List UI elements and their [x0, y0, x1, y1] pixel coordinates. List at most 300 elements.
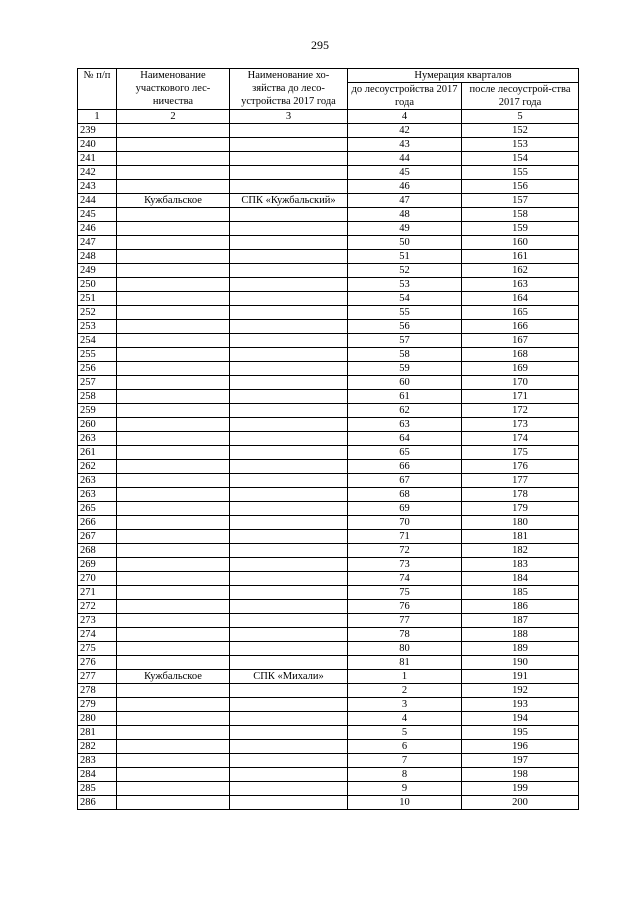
quarter-before-cell: 54: [348, 292, 462, 306]
table-row: [78, 740, 579, 754]
quarter-before-cell: 75: [348, 586, 462, 600]
forestry-cell: [117, 460, 230, 474]
quarter-before-cell: 1: [348, 670, 462, 684]
quarter-after-cell: 199: [462, 782, 579, 796]
forestry-cell: [117, 516, 230, 530]
quarter-after-cell: 165: [462, 306, 579, 320]
forestry-cell: [117, 684, 230, 698]
farm-cell: [230, 628, 348, 642]
quarter-before-cell: 59: [348, 362, 462, 376]
table-row: [78, 306, 579, 320]
farm-cell: [230, 390, 348, 404]
table-row: [78, 474, 579, 488]
forestry-cell: [117, 222, 230, 236]
quarter-after-cell: 195: [462, 726, 579, 740]
quarter-after-cell: 185: [462, 586, 579, 600]
forestry-cell: Кужбальское: [117, 670, 230, 684]
forestry-cell: [117, 712, 230, 726]
header-after: после лесоустрой-ства 2017 года: [462, 83, 579, 110]
forestry-cell: [117, 572, 230, 586]
quarter-after-cell: 175: [462, 446, 579, 460]
quarter-after-cell: 156: [462, 180, 579, 194]
quarter-after-cell: 196: [462, 740, 579, 754]
quarter-before-cell: 5: [348, 726, 462, 740]
quarter-after-cell: 186: [462, 600, 579, 614]
forestry-cell: [117, 418, 230, 432]
farm-cell: СПК «Кужбальский»: [230, 194, 348, 208]
forestry-cell: [117, 320, 230, 334]
quarter-before-cell: 51: [348, 250, 462, 264]
farm-cell: [230, 124, 348, 138]
row-number-cell: 254: [78, 334, 117, 348]
farm-cell: [230, 544, 348, 558]
forestry-cell: [117, 600, 230, 614]
quarter-after-cell: 200: [462, 796, 579, 810]
quarter-before-cell: 69: [348, 502, 462, 516]
row-number-cell: 251: [78, 292, 117, 306]
quarter-after-cell: 184: [462, 572, 579, 586]
column-number: 3: [230, 110, 348, 124]
column-numbers-row: [78, 110, 579, 124]
column-number: 4: [348, 110, 462, 124]
forestry-cell: [117, 726, 230, 740]
farm-cell: [230, 292, 348, 306]
table-row: [78, 446, 579, 460]
quarter-after-cell: 193: [462, 698, 579, 712]
quarter-before-cell: 78: [348, 628, 462, 642]
row-number-cell: 260: [78, 418, 117, 432]
column-number: 5: [462, 110, 579, 124]
forestry-cell: [117, 152, 230, 166]
forestry-cell: [117, 642, 230, 656]
quarter-before-cell: 45: [348, 166, 462, 180]
quarter-after-cell: 178: [462, 488, 579, 502]
forestry-cell: [117, 404, 230, 418]
forestry-cell: [117, 768, 230, 782]
forestry-cell: [117, 474, 230, 488]
farm-cell: [230, 348, 348, 362]
row-number-cell: 277: [78, 670, 117, 684]
table-row: [78, 558, 579, 572]
header-forestry: Наименование участкового лес-ничества: [117, 69, 230, 110]
quarter-after-cell: 197: [462, 754, 579, 768]
farm-cell: [230, 376, 348, 390]
row-number-cell: 263: [78, 432, 117, 446]
table-row: [78, 796, 579, 810]
table-row: [78, 138, 579, 152]
quarter-after-cell: 154: [462, 152, 579, 166]
row-number-cell: 262: [78, 460, 117, 474]
row-number-cell: 282: [78, 740, 117, 754]
row-number-cell: 263: [78, 474, 117, 488]
quarter-before-cell: 46: [348, 180, 462, 194]
row-number-cell: 259: [78, 404, 117, 418]
table-row: [78, 600, 579, 614]
farm-cell: [230, 740, 348, 754]
quarter-after-cell: 162: [462, 264, 579, 278]
farm-cell: [230, 488, 348, 502]
row-number-cell: 261: [78, 446, 117, 460]
quarter-after-cell: 155: [462, 166, 579, 180]
forestry-cell: [117, 334, 230, 348]
table-row: [78, 544, 579, 558]
table-row: [78, 124, 579, 138]
forestry-cell: [117, 782, 230, 796]
forestry-cell: [117, 250, 230, 264]
forestry-cell: [117, 558, 230, 572]
row-number-cell: 244: [78, 194, 117, 208]
quarter-after-cell: 163: [462, 278, 579, 292]
row-number-cell: 284: [78, 768, 117, 782]
table-row: [78, 656, 579, 670]
forestry-cell: [117, 628, 230, 642]
row-number-cell: 285: [78, 782, 117, 796]
quarter-after-cell: 182: [462, 544, 579, 558]
row-number-cell: 266: [78, 516, 117, 530]
table-body: [78, 124, 579, 810]
table-row: [78, 572, 579, 586]
quarter-after-cell: 159: [462, 222, 579, 236]
table-row: [78, 726, 579, 740]
table-row: [78, 530, 579, 544]
quarter-after-cell: 153: [462, 138, 579, 152]
forestry-cell: [117, 292, 230, 306]
farm-cell: [230, 796, 348, 810]
quarter-before-cell: 53: [348, 278, 462, 292]
quarter-before-cell: 74: [348, 572, 462, 586]
table-row: [78, 334, 579, 348]
row-number-cell: 246: [78, 222, 117, 236]
row-number-cell: 243: [78, 180, 117, 194]
table-row: [78, 376, 579, 390]
table-row: [78, 712, 579, 726]
quarter-before-cell: 64: [348, 432, 462, 446]
quarter-after-cell: 180: [462, 516, 579, 530]
forestry-cell: [117, 530, 230, 544]
row-number-cell: 263: [78, 488, 117, 502]
quarter-after-cell: 192: [462, 684, 579, 698]
forestry-cell: [117, 796, 230, 810]
quarter-before-cell: 47: [348, 194, 462, 208]
quarter-after-cell: 177: [462, 474, 579, 488]
quarter-before-cell: 63: [348, 418, 462, 432]
forestry-cell: [117, 544, 230, 558]
quarter-before-cell: 57: [348, 334, 462, 348]
row-number-cell: 267: [78, 530, 117, 544]
quarter-before-cell: 73: [348, 558, 462, 572]
quarter-after-cell: 170: [462, 376, 579, 390]
table-row: [78, 782, 579, 796]
row-number-cell: 276: [78, 656, 117, 670]
forestry-cell: [117, 306, 230, 320]
forestry-cell: Кужбальское: [117, 194, 230, 208]
column-number: 2: [117, 110, 230, 124]
quarter-before-cell: 62: [348, 404, 462, 418]
quarter-after-cell: 181: [462, 530, 579, 544]
quarter-before-cell: 81: [348, 656, 462, 670]
quarter-before-cell: 6: [348, 740, 462, 754]
forestry-cell: [117, 656, 230, 670]
farm-cell: [230, 208, 348, 222]
row-number-cell: 249: [78, 264, 117, 278]
table-row: [78, 768, 579, 782]
farm-cell: [230, 278, 348, 292]
quarter-after-cell: 168: [462, 348, 579, 362]
table-row: [78, 642, 579, 656]
farm-cell: [230, 446, 348, 460]
forestry-cell: [117, 278, 230, 292]
quarter-before-cell: 70: [348, 516, 462, 530]
quarter-after-cell: 179: [462, 502, 579, 516]
farm-cell: [230, 180, 348, 194]
quarter-after-cell: 172: [462, 404, 579, 418]
farm-cell: [230, 586, 348, 600]
forestry-cell: [117, 166, 230, 180]
quarter-after-cell: 158: [462, 208, 579, 222]
quarter-after-cell: 171: [462, 390, 579, 404]
forestry-cell: [117, 124, 230, 138]
forestry-cell: [117, 264, 230, 278]
quarter-after-cell: 194: [462, 712, 579, 726]
page-number: 295: [311, 38, 329, 52]
table-row: [78, 348, 579, 362]
table-row: [78, 390, 579, 404]
quarter-before-cell: 65: [348, 446, 462, 460]
quarter-before-cell: 44: [348, 152, 462, 166]
quarter-before-cell: 67: [348, 474, 462, 488]
table-row: [78, 586, 579, 600]
forestry-cell: [117, 390, 230, 404]
header-quarters-group: Нумерация кварталов: [348, 69, 579, 83]
forestry-cell: [117, 180, 230, 194]
row-number-cell: 247: [78, 236, 117, 250]
quarter-after-cell: 169: [462, 362, 579, 376]
row-number-cell: 273: [78, 614, 117, 628]
table-row: [78, 628, 579, 642]
row-number-cell: 272: [78, 600, 117, 614]
row-number-cell: 269: [78, 558, 117, 572]
quarter-after-cell: 187: [462, 614, 579, 628]
farm-cell: [230, 656, 348, 670]
forestry-cell: [117, 586, 230, 600]
farm-cell: [230, 558, 348, 572]
quarter-before-cell: 76: [348, 600, 462, 614]
farm-cell: [230, 222, 348, 236]
farm-cell: [230, 516, 348, 530]
farm-cell: [230, 418, 348, 432]
forestry-cell: [117, 488, 230, 502]
table-row: [78, 194, 579, 208]
header-before: до лесоустройства 2017 года: [348, 83, 462, 110]
quarter-before-cell: 58: [348, 348, 462, 362]
row-number-cell: 280: [78, 712, 117, 726]
table-row: [78, 516, 579, 530]
quarter-after-cell: 183: [462, 558, 579, 572]
quarter-before-cell: 9: [348, 782, 462, 796]
table-row: [78, 670, 579, 684]
table-row: [78, 698, 579, 712]
forestry-cell: [117, 236, 230, 250]
farm-cell: [230, 726, 348, 740]
quarter-before-cell: 55: [348, 306, 462, 320]
quarter-before-cell: 50: [348, 236, 462, 250]
forestry-cell: [117, 376, 230, 390]
quarter-after-cell: 164: [462, 292, 579, 306]
row-number-cell: 256: [78, 362, 117, 376]
table-row: [78, 432, 579, 446]
row-number-cell: 250: [78, 278, 117, 292]
row-number-cell: 245: [78, 208, 117, 222]
quarter-after-cell: 176: [462, 460, 579, 474]
quarter-before-cell: 56: [348, 320, 462, 334]
column-number: 1: [78, 110, 117, 124]
row-number-cell: 240: [78, 138, 117, 152]
farm-cell: [230, 236, 348, 250]
row-number-cell: 242: [78, 166, 117, 180]
quarter-after-cell: 188: [462, 628, 579, 642]
table-row: [78, 320, 579, 334]
quarter-before-cell: 77: [348, 614, 462, 628]
table-row: [78, 684, 579, 698]
farm-cell: [230, 404, 348, 418]
row-number-cell: 271: [78, 586, 117, 600]
table-row: [78, 362, 579, 376]
farm-cell: [230, 432, 348, 446]
quarter-after-cell: 191: [462, 670, 579, 684]
table-row: [78, 180, 579, 194]
forestry-cell: [117, 740, 230, 754]
quarter-before-cell: 10: [348, 796, 462, 810]
row-number-cell: 286: [78, 796, 117, 810]
farm-cell: [230, 572, 348, 586]
forestry-cell: [117, 138, 230, 152]
farm-cell: [230, 152, 348, 166]
header-farm: Наименование хо-зяйства до лесо-устройства 2017 года: [230, 69, 348, 110]
row-number-cell: 239: [78, 124, 117, 138]
quarter-before-cell: 68: [348, 488, 462, 502]
quarter-after-cell: 190: [462, 656, 579, 670]
row-number-cell: 248: [78, 250, 117, 264]
quarter-after-cell: 174: [462, 432, 579, 446]
forestry-cell: [117, 754, 230, 768]
table-row: [78, 460, 579, 474]
quarter-after-cell: 161: [462, 250, 579, 264]
farm-cell: [230, 600, 348, 614]
farm-cell: [230, 460, 348, 474]
row-number-cell: 268: [78, 544, 117, 558]
quarter-before-cell: 8: [348, 768, 462, 782]
row-number-cell: 252: [78, 306, 117, 320]
forestry-cell: [117, 502, 230, 516]
quarter-after-cell: 160: [462, 236, 579, 250]
table-row: [78, 222, 579, 236]
forestry-cell: [117, 362, 230, 376]
row-number-cell: 258: [78, 390, 117, 404]
row-number-cell: 253: [78, 320, 117, 334]
farm-cell: СПК «Михали»: [230, 670, 348, 684]
quarter-after-cell: 166: [462, 320, 579, 334]
farm-cell: [230, 250, 348, 264]
farm-cell: [230, 530, 348, 544]
row-number-cell: 281: [78, 726, 117, 740]
row-number-cell: 270: [78, 572, 117, 586]
row-number-cell: 275: [78, 642, 117, 656]
forestry-cell: [117, 614, 230, 628]
farm-cell: [230, 362, 348, 376]
farm-cell: [230, 320, 348, 334]
farm-cell: [230, 166, 348, 180]
farm-cell: [230, 768, 348, 782]
farm-cell: [230, 782, 348, 796]
table-row: [78, 418, 579, 432]
farm-cell: [230, 642, 348, 656]
quarter-before-cell: 43: [348, 138, 462, 152]
farm-cell: [230, 474, 348, 488]
farm-cell: [230, 614, 348, 628]
row-number-cell: 241: [78, 152, 117, 166]
farm-cell: [230, 712, 348, 726]
farm-cell: [230, 754, 348, 768]
farm-cell: [230, 698, 348, 712]
row-number-cell: 278: [78, 684, 117, 698]
quarter-before-cell: 48: [348, 208, 462, 222]
table-row: [78, 292, 579, 306]
quarter-before-cell: 3: [348, 698, 462, 712]
quarter-before-cell: 49: [348, 222, 462, 236]
forestry-cell: [117, 348, 230, 362]
quarter-after-cell: 198: [462, 768, 579, 782]
quarter-before-cell: 71: [348, 530, 462, 544]
quarter-after-cell: 167: [462, 334, 579, 348]
row-number-cell: 283: [78, 754, 117, 768]
quarter-before-cell: 72: [348, 544, 462, 558]
table-row: [78, 614, 579, 628]
forestry-cell: [117, 446, 230, 460]
quarter-before-cell: 60: [348, 376, 462, 390]
quarter-before-cell: 4: [348, 712, 462, 726]
row-number-cell: 279: [78, 698, 117, 712]
forestry-cell: [117, 432, 230, 446]
table-row: [78, 152, 579, 166]
table-row: [78, 236, 579, 250]
quarters-table: [77, 68, 579, 810]
farm-cell: [230, 502, 348, 516]
row-number-cell: 274: [78, 628, 117, 642]
table-row: [78, 264, 579, 278]
quarter-before-cell: 80: [348, 642, 462, 656]
quarter-after-cell: 189: [462, 642, 579, 656]
table-row: [78, 250, 579, 264]
quarter-before-cell: 66: [348, 460, 462, 474]
quarter-before-cell: 52: [348, 264, 462, 278]
row-number-cell: 265: [78, 502, 117, 516]
quarter-after-cell: 152: [462, 124, 579, 138]
table-row: [78, 166, 579, 180]
table-row: [78, 278, 579, 292]
table-row: [78, 502, 579, 516]
quarter-before-cell: 7: [348, 754, 462, 768]
forestry-cell: [117, 698, 230, 712]
farm-cell: [230, 138, 348, 152]
row-number-cell: 255: [78, 348, 117, 362]
quarter-before-cell: 42: [348, 124, 462, 138]
table-row: [78, 404, 579, 418]
quarter-after-cell: 173: [462, 418, 579, 432]
header-num: № п/п: [78, 69, 117, 110]
forestry-cell: [117, 208, 230, 222]
farm-cell: [230, 334, 348, 348]
quarter-after-cell: 157: [462, 194, 579, 208]
